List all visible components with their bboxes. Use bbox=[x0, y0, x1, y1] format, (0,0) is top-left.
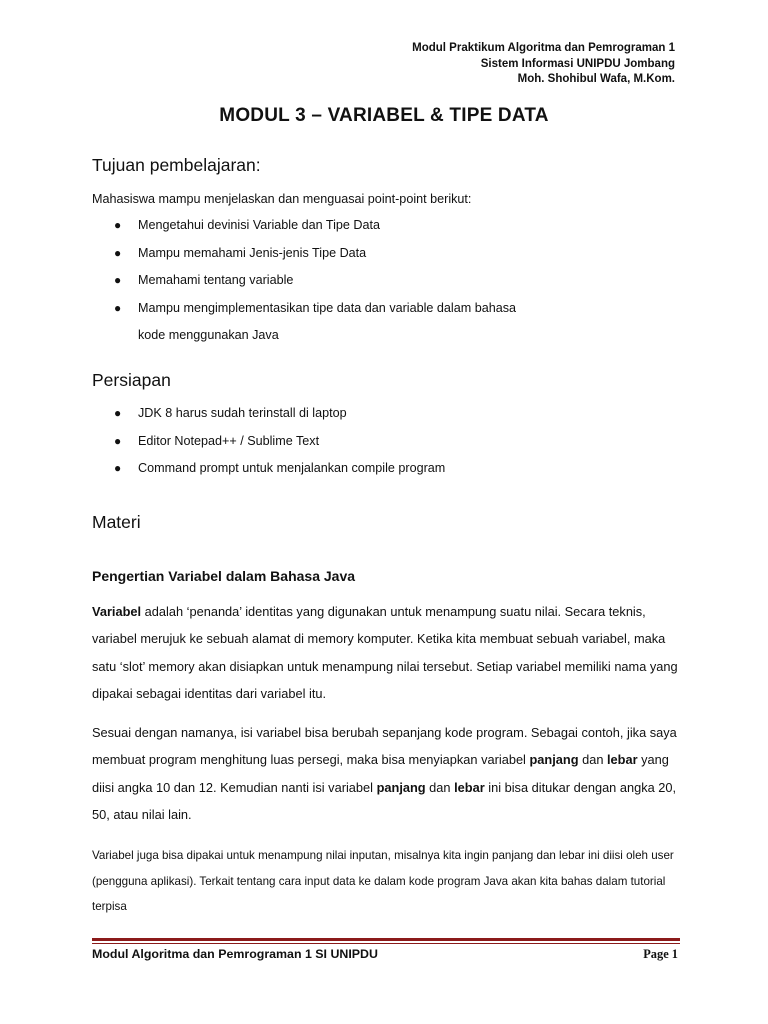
section-heading-tujuan: Tujuan pembelajaran: bbox=[92, 155, 261, 175]
header-line-author: Moh. Shohibul Wafa, M.Kom. bbox=[517, 73, 675, 85]
section-heading-materi: Materi bbox=[92, 512, 141, 532]
section-heading-persiapan: Persiapan bbox=[92, 370, 171, 390]
page-title: MODUL 3 – VARIABEL & TIPE DATA bbox=[219, 105, 549, 126]
header-line-course: Modul Praktikum Algoritma dan Pemrograman 1 bbox=[412, 42, 675, 54]
bullet-icon: ● bbox=[114, 273, 122, 287]
page-number: Page 1 bbox=[643, 947, 678, 961]
list-item: ● Mampu mengimplementasikan tipe data dan variable dalam bahasa kode menggunakan Java bbox=[92, 295, 516, 350]
bullet-icon: ● bbox=[114, 245, 122, 260]
bullet-icon: ● bbox=[114, 300, 122, 315]
bullet-icon: ● bbox=[114, 218, 122, 232]
bullet-icon: ● bbox=[114, 433, 122, 448]
list-item: ● JDK 8 harus sudah terinstall di laptop bbox=[92, 400, 445, 428]
running-header bbox=[412, 41, 675, 88]
header-line-institution: Sistem Informasi UNIPDU Jombang bbox=[480, 57, 675, 70]
bullet-icon: ● bbox=[114, 406, 122, 420]
list-item: ● Memahami tentang variable bbox=[92, 267, 516, 295]
list-item: ● Editor Notepad++ / Sublime Text bbox=[92, 428, 445, 456]
persiapan-list bbox=[92, 400, 445, 483]
list-item: ● Command prompt untuk menjalankan compile program bbox=[92, 455, 445, 483]
tujuan-list bbox=[92, 212, 516, 350]
footer-divider bbox=[92, 938, 680, 944]
list-item: ● Mengetahui devinisi Variable dan Tipe Data bbox=[92, 212, 516, 240]
bullet-icon: ● bbox=[114, 461, 122, 475]
list-item: ● Mampu memahami Jenis-jenis Tipe Data bbox=[92, 240, 516, 268]
paragraph-example: Sesuai dengan namanya, isi variabel bisa berubah sepanjang kode program. Sebagai contoh, jika saya membuat program menghitung luas persegi, maka bisa menyiapkan variabel panjang dan lebar yang diisi angka 10 dan 12. Kemudian nanti isi variabel panjang dan lebar ini bisa ditukar dengan angka 20, 50, atau nilai lain. bbox=[92, 725, 677, 822]
paragraph-input-note: Variabel juga bisa dipakai untuk menampung nilai inputan, misalnya kita ingin panjang dan lebar ini diisi oleh user (pengguna aplikasi). Terkait tentang cara input data ke dalam kode program Java akan kita bahas dalam tutorial terpisa bbox=[92, 849, 674, 913]
paragraph-definition: Variabel adalah ‘penanda’ identitas yang digunakan untuk menampung suatu nilai. Secara teknis, variabel merujuk ke sebuah alamat di memory komputer. Ketika kita membuat sebuah variabel, maka satu ‘slot’ memory akan disiapkan untuk menampung nilai tersebut. Setiap variabel memiliki nama yang dipakai sebagai identitas dari variabel itu. bbox=[92, 604, 678, 701]
tujuan-intro: Mahasiswa mampu menjelaskan dan menguasai point-point berikut: bbox=[92, 192, 472, 206]
footer-text: Modul Algoritma dan Pemrograman 1 SI UNIPDU bbox=[92, 947, 378, 961]
subsection-heading: Pengertian Variabel dalam Bahasa Java bbox=[92, 568, 356, 584]
